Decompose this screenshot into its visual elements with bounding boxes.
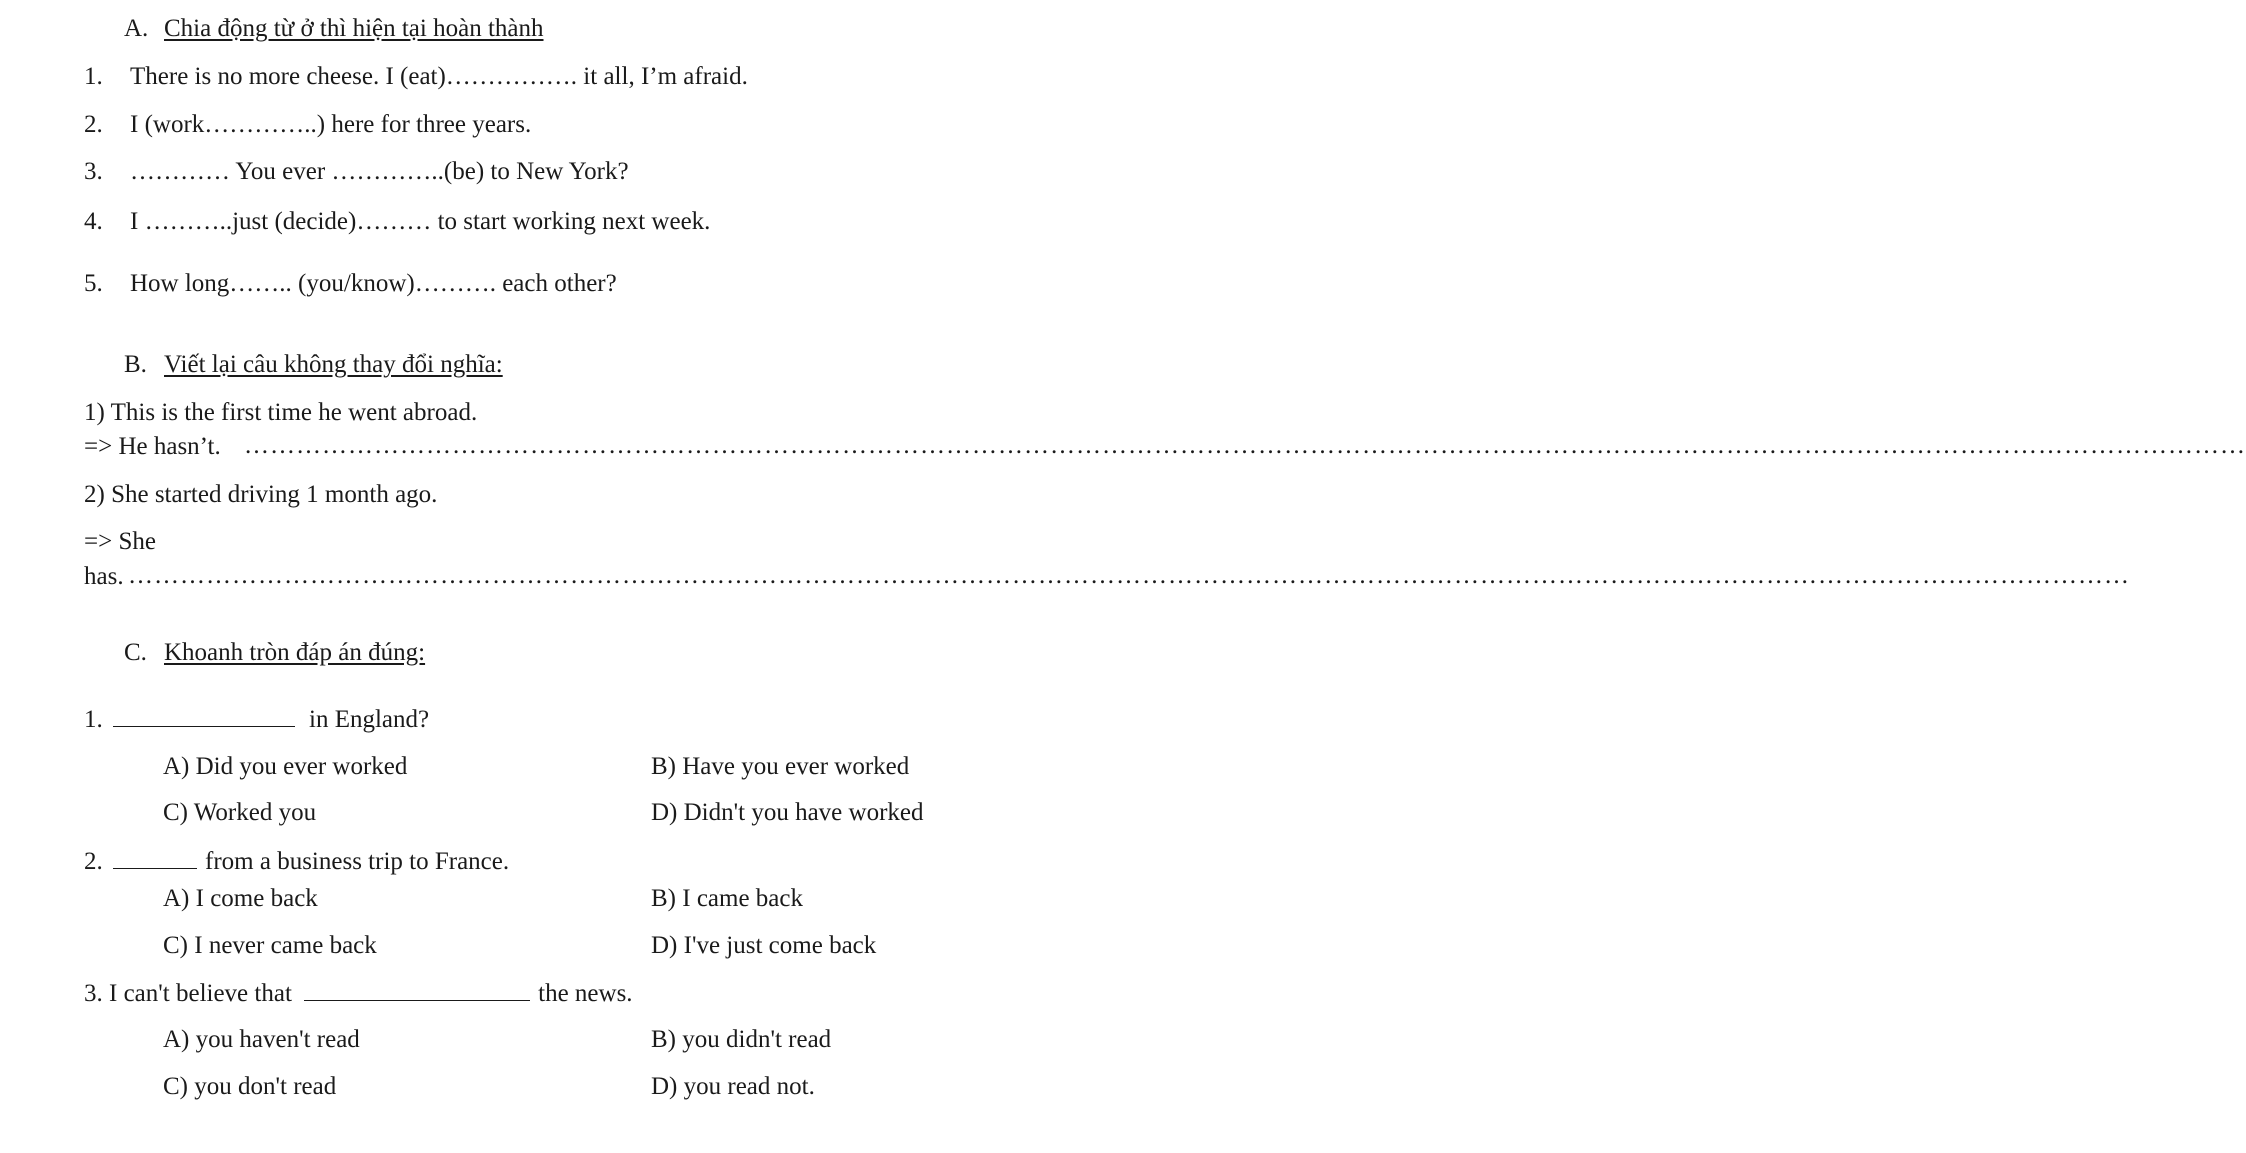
item-number: 3. (84, 158, 103, 185)
mc-option-b[interactable]: B) Have you ever worked (651, 753, 910, 780)
mc-question-text: from a business trip to France. (205, 848, 510, 875)
section-b-title: Viết lại câu không thay đổi nghĩa: (164, 351, 503, 378)
answer-blank (304, 978, 530, 1001)
mc-question-text: in England? (309, 706, 430, 733)
exercise-a-item (84, 157, 629, 187)
exercise-a-item (84, 269, 617, 299)
mc-option-a[interactable]: A) you haven't read (163, 1026, 360, 1053)
mc-option-d[interactable]: D) you read not. (651, 1073, 815, 1100)
section-a-letter: A. (124, 15, 149, 42)
item-text: I ………..just (decide)……… to start working next week. (130, 208, 711, 235)
mc-option-d[interactable]: D) I've just come back (651, 932, 877, 959)
mc-option-c[interactable]: C) I never came back (163, 932, 377, 959)
mc-option-c[interactable]: C) you don't read (163, 1073, 337, 1100)
item-number: 2. (84, 111, 103, 138)
rewrite-answer-2-dots: …………………………………………………………………………………………………………………………………………………………………………………………………………… (128, 562, 2130, 589)
mc-question-2 (84, 846, 509, 877)
rewrite-answer-1-prefix: => He hasn’t. (84, 433, 221, 460)
item-number: 4. (84, 208, 103, 235)
rewrite-answer-2-prefix: => She (84, 528, 156, 555)
section-b-letter: B. (124, 351, 147, 378)
section-b-heading (124, 350, 503, 380)
section-c-heading (124, 638, 425, 668)
mc-option-b[interactable]: B) I came back (651, 885, 804, 912)
item-text: I (work…………..) here for three years. (130, 111, 532, 138)
item-number: 1. (84, 63, 103, 90)
exercise-a-item (84, 62, 748, 92)
mc-option-b[interactable]: B) you didn't read (651, 1026, 832, 1053)
mc-question-number: 1. (84, 706, 103, 733)
section-c-letter: C. (124, 639, 147, 666)
section-c-title: Khoanh tròn đáp án đúng: (164, 639, 426, 666)
mc-question-3 (84, 978, 633, 1009)
item-text: ………… You ever …………..(be) to New York? (130, 158, 629, 185)
answer-blank (113, 846, 197, 869)
answer-blank (113, 704, 295, 727)
item-text: There is no more cheese. I (eat)……………. it all, I’m afraid. (130, 63, 748, 90)
mc-option-d[interactable]: D) Didn't you have worked (651, 799, 924, 826)
mc-option-a[interactable]: A) Did you ever worked (163, 753, 408, 780)
mc-question-number: 2. (84, 848, 103, 875)
exercise-a-item (84, 110, 531, 140)
rewrite-answer-1-dots: …………………………………………………………………………………………………………………………………………………………………………………………………………… (244, 432, 2246, 459)
exercise-a-item (84, 207, 710, 237)
rewrite-answer-2-has: has. (84, 563, 124, 590)
section-a-title: Chia động từ ở thì hiện tại hoàn thành (164, 15, 544, 42)
item-text: How long…….. (you/know)………. each other? (130, 270, 617, 297)
mc-option-c[interactable]: C) Worked you (163, 799, 317, 826)
rewrite-question-2: 2) She started driving 1 month ago. (84, 481, 438, 508)
mc-question-text: the news. (538, 980, 633, 1007)
rewrite-question-1: 1) This is the first time he went abroad. (84, 399, 478, 426)
mc-option-a[interactable]: A) I come back (163, 885, 318, 912)
mc-question-number: 3. I can't believe that (84, 980, 292, 1007)
item-number: 5. (84, 270, 103, 297)
mc-question-1 (84, 704, 429, 735)
section-a-heading (124, 14, 544, 44)
